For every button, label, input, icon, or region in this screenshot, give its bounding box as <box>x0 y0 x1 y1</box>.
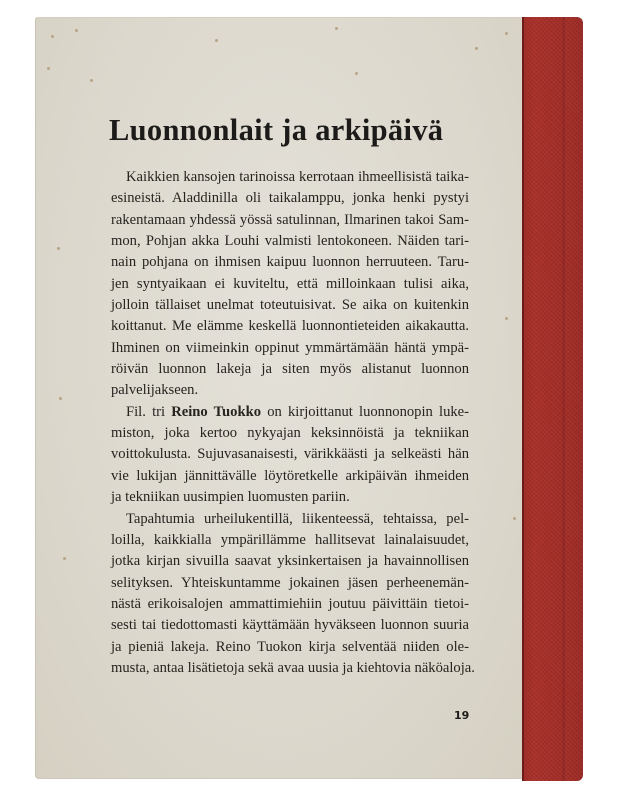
book-back-cover <box>35 17 583 781</box>
paper-speck <box>475 47 478 50</box>
text-fragment: on kirjoittanut luonnonopin luke- <box>261 403 469 420</box>
paper-speck <box>335 27 338 30</box>
body-text <box>111 167 475 679</box>
paragraph-1 <box>111 167 469 402</box>
text-line: rakentamaan yhdessä yössä satulinnan, Ilmarinen takoi Sam- <box>111 211 469 228</box>
text-line: esineistä. Aladdinilla oli taikalamppu, jonka henki pystyi <box>111 190 469 207</box>
text-line: jolloin tällaiset unelmat toteutuisivat. Se aika on kuitenkin <box>111 297 469 314</box>
cover-paper <box>35 17 523 779</box>
paper-speck <box>513 517 516 520</box>
page-title: Luonnonlait ja arkipäivä <box>109 113 444 147</box>
text-line: nain pohjana on ihmisen kaipuu luonnon herruuteen. Taru- <box>111 254 469 271</box>
paper-speck <box>355 72 358 75</box>
paper-speck <box>215 39 218 42</box>
text-line: miston, joka kertoo nykyajan keksinnöistä ja tekniikan <box>111 425 469 442</box>
text-line: Ihminen on viimeinkin oppinut ymmärtämään häntä ympä- <box>111 339 469 356</box>
paragraph-2 <box>111 402 469 509</box>
paper-speck <box>75 29 78 32</box>
spine-edge <box>522 17 524 781</box>
text-line: Tapahtumia urheilukentillä, liikenteessä, tehtaissa, pel- <box>126 510 469 527</box>
text-line: ja pieniä lakeja. Reino Tuokon kirja selventää niiden ole- <box>111 638 469 655</box>
text-line: jotka kirjan sivuilla saavat yksinkertaisen ja havainnollisen <box>111 553 469 570</box>
text-line: vie lukijan jännittävälle löytöretkelle arkipäivän ihmeiden <box>111 467 469 484</box>
text-line: koittanut. Me elämme keskellä luonnontieteiden aikakautta. <box>111 318 469 335</box>
text-line <box>111 402 469 423</box>
text-line: mon, Pohjan akka Louhi valmisti lentokoneen. Näiden tari- <box>111 233 469 250</box>
text-line: sesti tai tiedottomasti käyttämään hyväkseen luonnon suuria <box>111 617 469 634</box>
paper-speck <box>90 79 93 82</box>
text-line: selityksen. Yhteiskuntamme jokainen jäsen perheenemän- <box>111 574 469 591</box>
paragraph-3 <box>111 509 475 680</box>
text-line: voittokulusta. Sujuvasanaisesti, värikkäästi ja selkeästi hän <box>111 446 469 463</box>
author-title: Fil. tri <box>126 403 172 420</box>
red-cloth-spine <box>522 17 583 781</box>
text-line: Kaikkien kansojen tarinoissa kerrotaan ihmeellisistä taika- <box>126 169 469 185</box>
text-line: röivän luonnon lakeja ja siten myös alistanut luonnon <box>111 361 469 378</box>
text-line: ja tekniikan uusimpien luomusten pariin. <box>111 489 350 506</box>
author-name: Reino Tuokko <box>171 403 261 420</box>
text-line: palvelijakseen. <box>111 382 199 399</box>
paper-speck <box>505 32 508 35</box>
text-line: loilla, kaikkialla ympärillämme hallitsevat lainalaisuudet, <box>111 531 469 548</box>
paper-speck <box>51 35 54 38</box>
paper-speck <box>505 317 508 320</box>
text-line: musta, antaa lisätietoja sekä avaa uusia ja kiehtovia näköaloja. <box>111 659 475 676</box>
paper-speck <box>59 397 62 400</box>
page-number: 19 <box>454 709 470 722</box>
paper-speck <box>57 247 60 250</box>
text-line: jen syntyaikaan ei kuviteltu, että milloinkaan tulisi aika, <box>111 275 469 292</box>
paper-speck <box>47 67 50 70</box>
text-line: nästä erikoisalojen ammattimiehiin joutuu päivittäin tietoi- <box>111 595 469 612</box>
paper-speck <box>63 557 66 560</box>
